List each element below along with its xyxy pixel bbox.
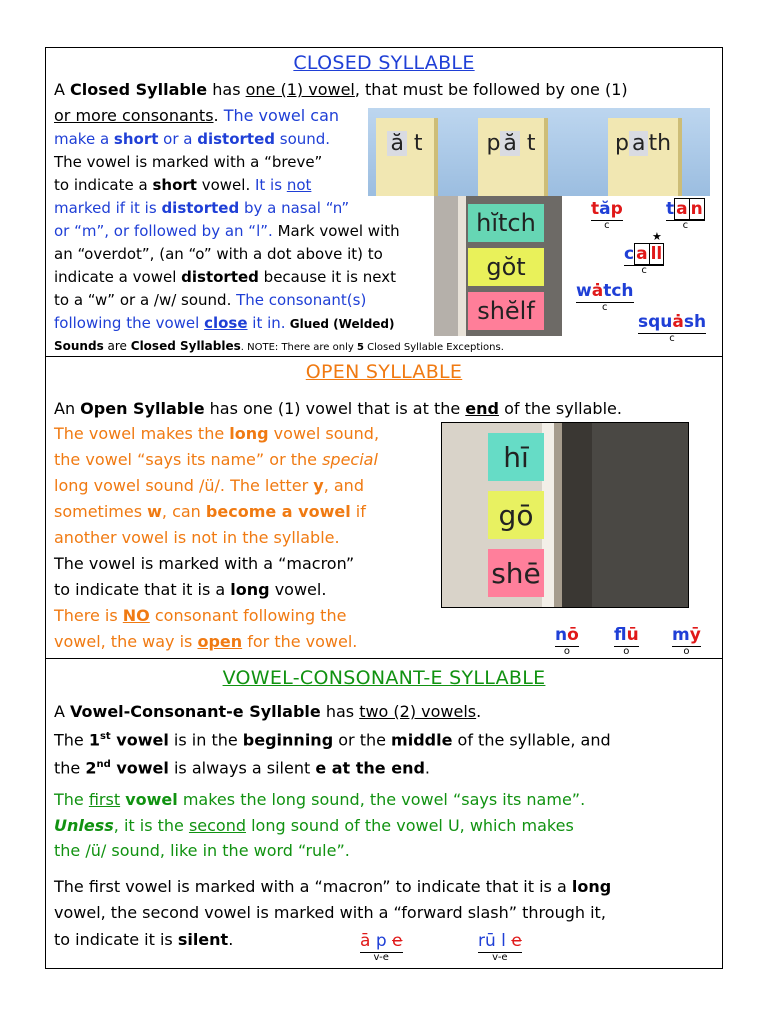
example-squash: squȧsh c [638, 312, 707, 344]
vce-syllable-section [46, 659, 722, 968]
closed-line-4: The vowel is marked with a “breve” [54, 153, 323, 171]
closed-line-6: marked if it is distorted by a nasal “n” [54, 199, 350, 217]
door-card-text: p a th [614, 130, 672, 156]
word-card-she: shē [488, 549, 544, 597]
open-syllable-section [46, 357, 722, 659]
word-card-go: gō [488, 491, 544, 539]
vce-line-4: The first vowel makes the long sound, the vowel “says its name”. [54, 790, 586, 809]
word-card-shelf: shĕlf [468, 292, 544, 330]
open-line-1: An Open Syllable has one (1) vowel that is at the end of the syllable. [54, 399, 622, 418]
example-tap: tăp c [591, 199, 623, 231]
closed-line-8: an “overdot”, (an “o” with a dot above it) to [54, 245, 383, 263]
vce-line-9: to indicate it is silent. [54, 930, 234, 949]
closed-line-11: following the vowel close it in. Glued (Welded) [54, 314, 395, 332]
vce-line-3: the 2nd vowel is always a silent e at the end. [54, 758, 431, 778]
example-ape: ā p e v-e [360, 931, 403, 963]
closed-line-3: make a short or a distorted sound. [54, 130, 331, 148]
open-line-3: the vowel “says its name” or the special [54, 450, 378, 469]
open-syllable-title: OPEN SYLLABLE [305, 361, 463, 383]
vce-line-1: A Vowel-Consonant-e Syllable has two (2) vowels. [54, 702, 482, 721]
example-call: c a ll c [624, 244, 663, 276]
closed-line-7: or “m”, or followed by an “l”. Mark vowel with [54, 222, 400, 240]
example-watch: wȧtch c [576, 281, 634, 313]
example-flu: flū o [614, 625, 639, 657]
open-line-10: vowel, the way is open for the vowel. [54, 632, 358, 651]
vce-line-8: vowel, the second vowel is marked with a “forward slash” through it, [54, 903, 606, 922]
worksheet [45, 47, 723, 969]
vce-line-2: The 1st vowel is in the beginning or the middle of the syllable, and [54, 730, 611, 750]
open-line-8: to indicate that it is a long vowel. [54, 580, 327, 599]
door-card [608, 118, 682, 196]
closed-line-9: indicate a vowel distorted because it is next [54, 268, 396, 286]
door-cards-photo [368, 108, 710, 196]
closed-line-5: to indicate a short vowel. It is not [54, 176, 312, 194]
word-card-hi: hī [488, 433, 544, 481]
closed-line-1: A Closed Syllable has one (1) vowel, that must be followed by one (1) [54, 80, 628, 99]
vce-syllable-title: VOWEL-CONSONANT-E SYLLABLE [222, 667, 546, 689]
word-card-got: gŏt [468, 248, 544, 286]
example-tan: t a n c [666, 199, 703, 231]
open-line-6: another vowel is not in the syllable. [54, 528, 340, 547]
door-card [478, 118, 548, 196]
door-card [376, 118, 438, 196]
open-line-4: long vowel sound /ü/. The letter y, and [54, 476, 364, 495]
open-line-5: sometimes w, can become a vowel if [54, 502, 366, 521]
vce-line-5: Unless, it is the second long sound of the vowel U, which makes [54, 816, 574, 835]
closed-line-2: or more consonants. The vowel can [54, 106, 340, 125]
open-line-9: There is NO consonant following the [54, 606, 347, 625]
star-icon: ★ [652, 230, 662, 243]
closed-syllable-title: CLOSED SYLLABLE [293, 52, 475, 74]
closed-syllable-section [46, 48, 722, 357]
example-no: nō o [555, 625, 579, 657]
open-word-cards-photo [441, 422, 689, 608]
closed-line-10: to a “w” or a /w/ sound. The consonant(s) [54, 291, 367, 309]
vce-line-6: the /ü/ sound, like in the word “rule”. [54, 841, 350, 860]
vce-line-7: The first vowel is marked with a “macron” to indicate that it is a long [54, 877, 612, 896]
closed-line-12: Sounds are Closed Syllables. NOTE: There are only 5 Closed Syllable Exceptions. [54, 339, 504, 353]
example-rule: rū l e v-e [478, 931, 522, 963]
open-line-2: The vowel makes the long vowel sound, [54, 424, 380, 443]
closed-word-cards-photo [434, 196, 562, 336]
open-line-7: The vowel is marked with a “macron” [54, 554, 355, 573]
door-card-text: p ă t [486, 130, 536, 156]
door-card-text: ă t [387, 131, 422, 156]
word-card-hitch: hĭtch [468, 204, 544, 242]
example-my: mȳ o [672, 625, 701, 657]
